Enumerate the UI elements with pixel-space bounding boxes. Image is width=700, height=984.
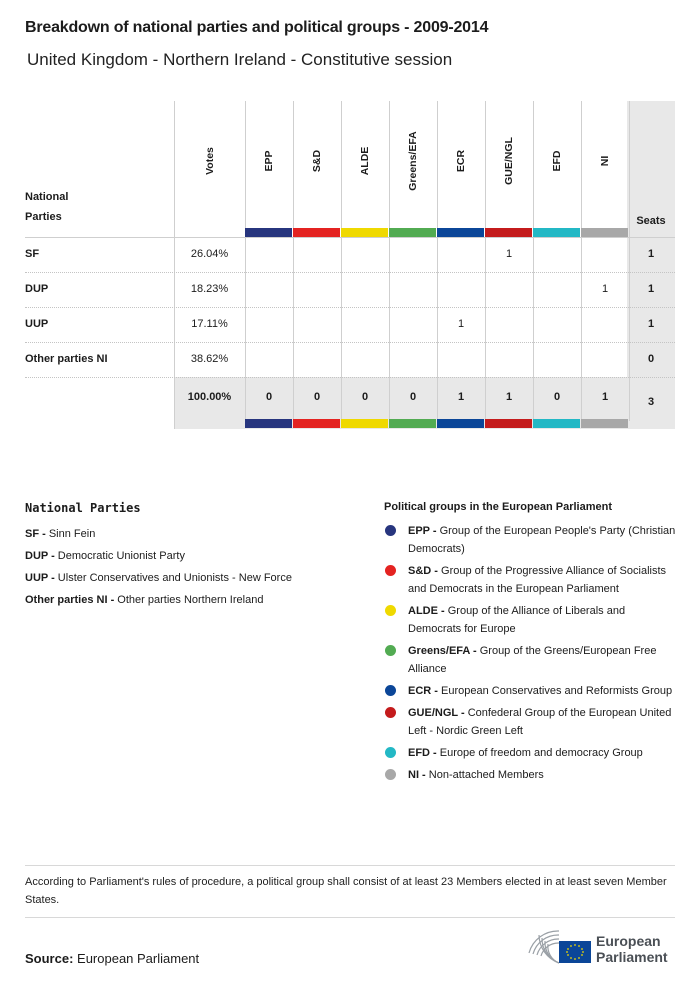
seat-count-ecr: 1 xyxy=(457,318,465,330)
group-total-greens-efa: 0 xyxy=(409,391,417,403)
national-parties-legend xyxy=(25,501,292,611)
votes-value: 26.04% xyxy=(190,248,229,260)
group-column-header-efd xyxy=(533,101,581,237)
party-abbr: DUP - xyxy=(25,550,55,562)
group-color-dot-icon xyxy=(385,747,396,758)
group-column-header-alde xyxy=(341,101,389,237)
total-votes-value: 100.00% xyxy=(187,391,232,403)
page-title: Breakdown of national parties and political groups - 2009-2014 xyxy=(25,19,489,36)
group-header-label: EFD xyxy=(551,150,563,172)
party-abbr: DUP xyxy=(25,283,49,295)
header-line: Parties xyxy=(25,211,62,223)
group-total-ecr: 1 xyxy=(457,391,465,403)
group-color-bar-top xyxy=(437,228,484,237)
votes-column-header xyxy=(174,101,245,237)
group-abbr: GUE/NGL - xyxy=(408,707,465,719)
party-abbr: UUP - xyxy=(25,572,55,584)
group-name: European Conservatives and Reformists Group xyxy=(437,685,673,697)
party-name: Ulster Conservatives and Unionists - New Force xyxy=(54,572,292,584)
group-abbr: S&D - xyxy=(408,565,438,577)
national-party-legend-item xyxy=(25,523,292,545)
political-group-legend-item xyxy=(384,602,679,638)
seat-count-gue-ngl: 1 xyxy=(505,248,513,260)
votes-header-label: Votes xyxy=(203,147,216,175)
national-party-legend-item xyxy=(25,589,292,611)
group-total-alde: 0 xyxy=(361,391,369,403)
political-groups-legend-title: Political groups in the European Parliament xyxy=(384,501,612,513)
party-abbr: SF - xyxy=(25,528,46,540)
group-name: Group of the Alliance of Liberals and Democrats for Europe xyxy=(408,605,626,635)
total-seats-value: 1 xyxy=(647,283,655,295)
group-column-header-epp xyxy=(245,101,293,237)
group-header-label: S&D xyxy=(311,149,323,173)
group-color-bar-bottom xyxy=(341,419,388,428)
party-abbr: Other parties NI - xyxy=(25,594,115,606)
political-group-legend-item xyxy=(384,744,679,762)
divider xyxy=(25,865,675,866)
european-parliament-logo xyxy=(525,927,677,967)
group-color-bar-bottom xyxy=(437,419,484,428)
group-name: Group of the Progressive Alliance of Socialists and Democrats in the European Parliament xyxy=(408,565,667,595)
party-name: Sinn Fein xyxy=(45,528,96,540)
group-total-ni: 1 xyxy=(601,391,609,403)
group-color-dot-icon xyxy=(385,645,396,656)
group-name: Europe of freedom and democracy Group xyxy=(436,747,643,759)
divider xyxy=(25,917,675,918)
group-color-dot-icon xyxy=(385,685,396,696)
votes-value: 38.62% xyxy=(190,353,229,365)
political-groups-legend xyxy=(384,501,679,788)
national-party-legend-item xyxy=(25,567,292,589)
grand-total-seats: 3 xyxy=(647,396,655,408)
group-header-label: EPP xyxy=(263,150,275,172)
group-header-label: GUE/NGL xyxy=(503,137,515,185)
party-abbr: Other parties NI xyxy=(25,353,108,365)
group-abbr: ECR - xyxy=(408,685,438,697)
votes-value: 17.11% xyxy=(191,318,228,330)
group-abbr: ALDE - xyxy=(408,605,445,617)
page-subtitle: United Kingdom - Northern Ireland - Constitutive session xyxy=(27,50,453,69)
group-color-dot-icon xyxy=(385,769,396,780)
group-color-bar-bottom xyxy=(581,419,628,428)
group-header-label: NI xyxy=(599,155,611,167)
group-total-gue-ngl: 1 xyxy=(505,391,513,403)
table-row xyxy=(25,237,675,272)
group-column-header-gue-ngl xyxy=(485,101,533,237)
logo-line: European xyxy=(596,933,661,949)
total-seats-value: 1 xyxy=(647,318,655,330)
political-group-legend-item xyxy=(384,682,679,700)
logo-line: Parliament xyxy=(596,949,668,965)
table-row xyxy=(25,272,675,307)
group-color-bar-top xyxy=(533,228,580,237)
rules-note: According to Parliament's rules of procedure, a political group shall consist of at least 23 Members elected in at least seven Member States. xyxy=(25,876,667,906)
group-color-bar-top xyxy=(389,228,436,237)
group-total-s-d: 0 xyxy=(313,391,321,403)
group-color-dot-icon xyxy=(385,707,396,718)
group-column-header-s-d xyxy=(293,101,341,237)
group-column-header-ni xyxy=(581,101,629,237)
national-parties-legend-title: National Parties xyxy=(25,501,141,515)
seat-count-ni: 1 xyxy=(601,283,609,295)
table-row xyxy=(25,307,675,342)
group-color-dot-icon xyxy=(385,565,396,576)
group-abbr: Greens/EFA - xyxy=(408,645,477,657)
party-name: Other parties Northern Ireland xyxy=(114,594,264,606)
group-color-bar-top xyxy=(581,228,628,237)
source-label: Source: xyxy=(25,951,74,966)
group-color-bar-bottom xyxy=(389,419,436,428)
table-row xyxy=(25,342,675,377)
total-seats-value: 0 xyxy=(647,353,655,365)
totals-row xyxy=(25,377,675,419)
group-color-dot-icon xyxy=(385,525,396,536)
seats-header: Seats xyxy=(636,215,666,227)
group-abbr: NI - xyxy=(408,769,426,781)
group-total-efd: 0 xyxy=(553,391,561,403)
political-group-legend-item xyxy=(384,642,679,678)
party-abbr: UUP xyxy=(25,318,49,330)
group-color-bar-top xyxy=(341,228,388,237)
party-name: Democratic Unionist Party xyxy=(54,550,185,562)
group-color-bar-top xyxy=(245,228,292,237)
group-column-header-ecr xyxy=(437,101,485,237)
group-color-bar-top xyxy=(293,228,340,237)
header-line: National xyxy=(25,191,69,203)
group-color-bar-bottom xyxy=(533,419,580,428)
group-header-label: ALDE xyxy=(359,146,371,176)
group-color-bar-bottom xyxy=(293,419,340,428)
group-name: Group of the European People's Party (Christian Democrats) xyxy=(408,525,676,555)
political-group-legend-item xyxy=(384,704,679,740)
national-party-legend-item xyxy=(25,545,292,567)
group-header-label: Greens/EFA xyxy=(407,131,419,191)
group-color-bar-top xyxy=(485,228,532,237)
group-color-dot-icon xyxy=(385,605,396,616)
group-abbr: EFD - xyxy=(408,747,437,759)
group-abbr: EPP - xyxy=(408,525,437,537)
group-name: Confederal Group of the European United Left - Nordic Green Left xyxy=(408,707,672,737)
total-seats-value: 1 xyxy=(647,248,655,260)
group-total-epp: 0 xyxy=(265,391,273,403)
political-group-legend-item xyxy=(384,766,679,784)
national-parties-header xyxy=(25,187,68,227)
hemicycle-flag-icon xyxy=(525,927,595,967)
political-group-legend-item xyxy=(384,522,679,558)
group-name: Group of the Greens/European Free Alliance xyxy=(408,645,657,675)
breakdown-table xyxy=(25,101,675,429)
party-abbr: SF xyxy=(25,248,40,260)
group-color-bar-bottom xyxy=(485,419,532,428)
source-line xyxy=(25,951,199,966)
group-column-header-greens-efa xyxy=(389,101,437,237)
votes-value: 18.23% xyxy=(190,283,229,295)
logo-text xyxy=(596,933,668,965)
group-header-label: ECR xyxy=(455,149,467,173)
group-color-bar-bottom xyxy=(245,419,292,428)
group-name: Non-attached Members xyxy=(425,769,544,781)
source-value: European Parliament xyxy=(73,951,200,966)
political-group-legend-item xyxy=(384,562,679,598)
